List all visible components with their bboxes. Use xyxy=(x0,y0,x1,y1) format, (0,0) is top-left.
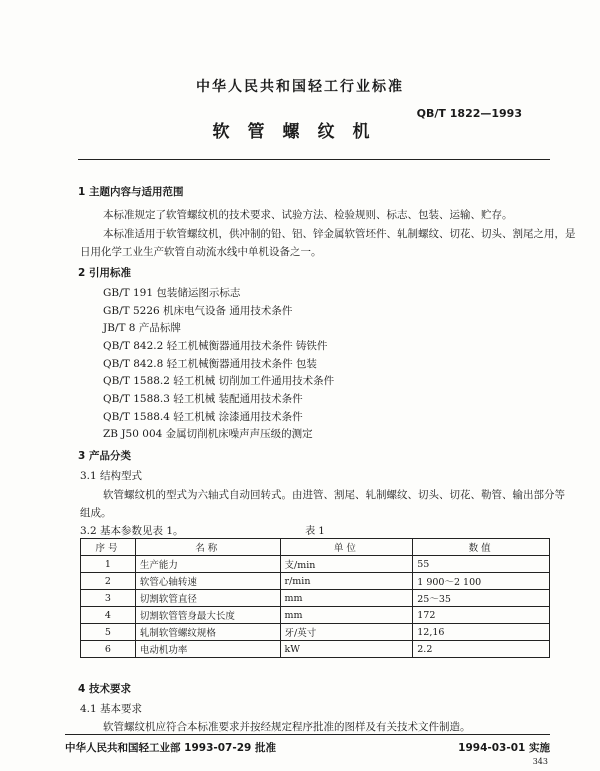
document-title: 软管螺纹机 xyxy=(212,122,388,142)
parameters-table xyxy=(80,538,550,658)
reference-item: QB/T 1588.2 轻工机械 切削加工件通用技术条件 xyxy=(103,375,335,387)
table-cell: kW xyxy=(280,641,413,658)
table-cell: r/min xyxy=(280,573,413,590)
table-header-row xyxy=(81,539,550,556)
table-cell: 55 xyxy=(413,556,550,573)
table-row xyxy=(81,641,550,658)
section-3-1-paragraph: 软管螺纹机的型式为六轴式自动回转式。由进管、割尾、轧制螺纹、切头、切花、勒管、输出部分等 xyxy=(103,489,565,501)
section-1-paragraph-2: 本标准适用于软管螺纹机，供冲制的铅、铝、锌金属软管坯件、轧制螺纹、切花、切头、割尾之用，是 xyxy=(103,228,576,240)
table-cell: mm xyxy=(280,607,413,624)
standard-code: QB/T 1822—1993 xyxy=(416,107,522,120)
table-cell: 25～35 xyxy=(413,590,550,607)
reference-item: GB/T 5226 机床电气设备 通用技术条件 xyxy=(103,305,293,317)
table-cell: 6 xyxy=(81,641,136,658)
reference-item: QB/T 1588.4 轻工机械 涂漆通用技术条件 xyxy=(103,411,303,423)
column-header: 名称 xyxy=(135,539,280,556)
table-cell: 2 xyxy=(81,573,136,590)
table-cell: 牙/英寸 xyxy=(280,624,413,641)
section-3-heading: 3 产品分类 xyxy=(78,450,131,462)
table-cell: 支/min xyxy=(280,556,413,573)
table-row xyxy=(81,573,550,590)
header-divider xyxy=(78,159,550,160)
table-cell: 2.2 xyxy=(413,641,550,658)
table-cell: 1 xyxy=(81,556,136,573)
reference-item: QB/T 1588.3 轻工机械 装配通用技术条件 xyxy=(103,393,303,405)
section-4-1-heading: 4.1 基本要求 xyxy=(80,703,143,715)
table-cell: 生产能力 xyxy=(135,556,280,573)
page-number: 343 xyxy=(532,757,548,766)
table-cell: 5 xyxy=(81,624,136,641)
reference-item: QB/T 842.2 轻工机械衡器通用技术条件 铸铁件 xyxy=(103,340,328,352)
section-2-heading: 2 引用标准 xyxy=(78,267,131,279)
table-row xyxy=(81,590,550,607)
reference-item: ZB J50 004 金属切削机床噪声声压级的测定 xyxy=(103,428,313,440)
section-1-heading: 1 主题内容与适用范围 xyxy=(78,186,184,198)
footer-divider xyxy=(65,734,550,735)
org-title: 中华人民共和国轻工行业标准 xyxy=(196,79,404,95)
section-1-paragraph-2-cont: 日用化学工业生产软管自动流水线中单机设备之一。 xyxy=(80,246,322,258)
reference-item: GB/T 191 包装储运图示标志 xyxy=(103,287,241,299)
section-3-1-paragraph-cont: 组成。 xyxy=(80,507,112,519)
section-4-1-paragraph: 软管螺纹机应符合本标准要求并按经规定程序批准的图样及有关技术文件制造。 xyxy=(103,721,471,733)
table-cell: 172 xyxy=(413,607,550,624)
table-cell: 1 900～2 100 xyxy=(413,573,550,590)
table-cell: 4 xyxy=(81,607,136,624)
section-1-paragraph-1: 本标准规定了软管螺纹机的技术要求、试验方法、检验规则、标志、包装、运输、贮存。 xyxy=(103,209,513,221)
table-cell: mm xyxy=(280,590,413,607)
effective-date: 1994-03-01 实施 xyxy=(458,742,550,754)
section-3-1-heading: 3.1 结构型式 xyxy=(80,470,143,482)
table-row xyxy=(81,624,550,641)
table-cell: 12,16 xyxy=(413,624,550,641)
table-cell: 电动机功率 xyxy=(135,641,280,658)
approval-note: 中华人民共和国轻工业部 1993-07-29 批准 xyxy=(65,742,276,754)
table-cell: 3 xyxy=(81,590,136,607)
column-header: 序号 xyxy=(81,539,136,556)
section-3-2-heading: 3.2 基本参数见表 1。 xyxy=(80,525,184,537)
column-header: 数值 xyxy=(413,539,550,556)
reference-item: JB/T 8 产品标牌 xyxy=(103,322,181,334)
reference-item: QB/T 842.8 轻工机械衡器通用技术条件 包装 xyxy=(103,358,317,370)
table-cell: 切割软管管身最大长度 xyxy=(135,607,280,624)
table-cell: 轧制软管螺纹规格 xyxy=(135,624,280,641)
table-row xyxy=(81,607,550,624)
table-row xyxy=(81,556,550,573)
section-4-heading: 4 技术要求 xyxy=(78,683,131,695)
table-cell: 软管心轴转速 xyxy=(135,573,280,590)
table-caption: 表 1 xyxy=(305,526,325,537)
table-cell: 切割软管直径 xyxy=(135,590,280,607)
column-header: 单位 xyxy=(280,539,413,556)
